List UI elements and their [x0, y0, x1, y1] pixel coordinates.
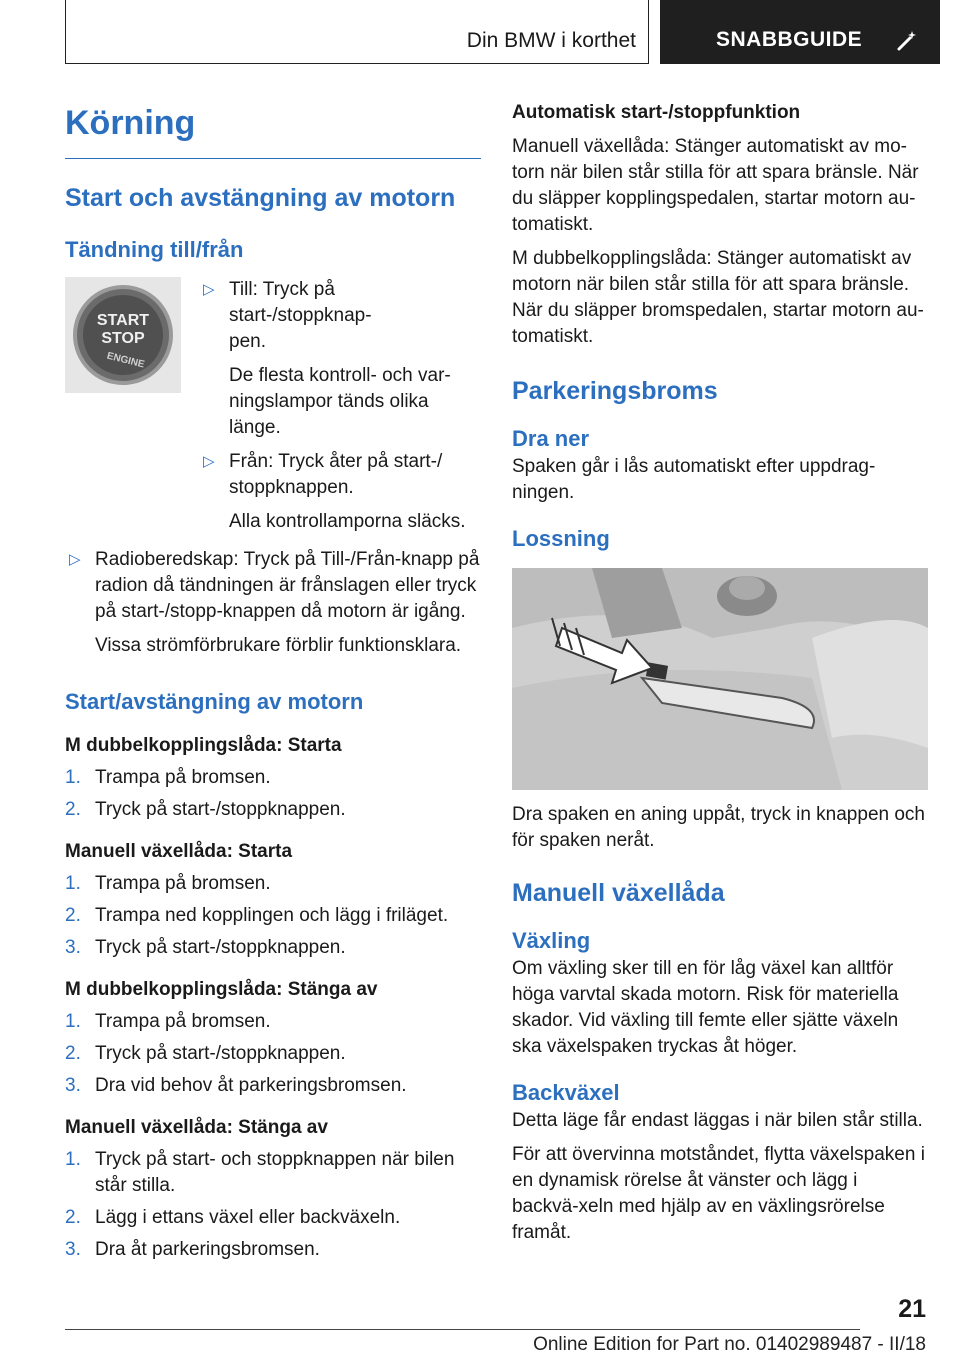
procedure-group [65, 839, 481, 961]
procedure-groups [65, 733, 481, 1263]
step-item [65, 797, 481, 823]
wand-icon [896, 28, 920, 52]
heading-manual-gearbox: Manuell växellåda [512, 879, 725, 907]
list-item-text: Radioberedskap: Tryck på Till-/Från-knapp på radion då tändningen är frånslagen eller tryck på start-/stopp-knappen då motorn är igång. [95, 549, 480, 622]
parking-brake-photo [512, 568, 928, 790]
step-number: 1. [65, 1011, 81, 1032]
start-stop-icon [65, 277, 181, 393]
reverse-paragraph-1: Detta läge får endast läggas i när bilen står stilla. [512, 1110, 923, 1131]
svg-text:STOP: STOP [101, 330, 145, 347]
heading-start-shutdown: Start/avstängning av motorn [65, 689, 364, 714]
quickguide-tab[interactable] [660, 0, 940, 64]
svg-text:ENGINE: ENGINE [105, 350, 146, 371]
heading-release: Lossning [512, 526, 610, 551]
step-text: Tryck på start-/stoppknappen. [95, 937, 346, 958]
procedure-group [65, 977, 481, 1099]
step-item [65, 1073, 481, 1099]
header-box [65, 0, 649, 64]
procedure-heading: Manuell växellåda: Stänga av [65, 1117, 328, 1138]
list-item-text: Från: Tryck åter på start-/ stoppknappen. [229, 451, 443, 498]
page-number: 21 [898, 1295, 926, 1323]
step-number: 3. [65, 937, 81, 958]
heading-parking-brake: Parkeringsbroms [512, 377, 718, 405]
auto-paragraph-1: Manuell växellåda: Stänger automatiskt av mo-torn när bilen står stilla för att spara bränsle. När du släpper kopplingspedalen, startar motorn au-tomatiskt. [512, 136, 919, 235]
left-column [65, 100, 481, 1263]
step-item [65, 903, 481, 929]
auto-paragraph-2: M dubbelkopplingslåda: Stänger automatiskt av motorn när bilen står stilla för att spara bränsle. När du släpper bromspedalen, startar motorn au-tomatiskt. [512, 248, 924, 347]
ignition-block [65, 277, 481, 535]
step-number: 1. [65, 767, 81, 788]
step-text: Tryck på start-/stoppknappen. [95, 799, 346, 820]
step-item [65, 1205, 481, 1231]
triangle-bullet-icon: ▷ [203, 281, 215, 298]
step-text: Trampa på bromsen. [95, 1011, 271, 1032]
procedure-heading: Manuell växellåda: Starta [65, 841, 293, 862]
reverse-paragraph-2: För att övervinna motståndet, flytta växelspaken i en dynamisk rörelse åt vänster och lägg i backvä-xeln med hjälp av en växlingsrörelse framåt. [512, 1144, 925, 1243]
procedure-heading: M dubbelkopplingslåda: Starta [65, 735, 342, 756]
step-item [65, 935, 481, 961]
heading-ignition: Tändning till/från [65, 237, 244, 262]
list-item-radio [65, 547, 481, 625]
list-item-text: Till: Tryck på start-/stoppknap- pen. [229, 279, 372, 352]
step-text: Tryck på start-/stoppknappen. [95, 1043, 346, 1064]
step-text: Trampa på bromsen. [95, 873, 271, 894]
step-number: 3. [65, 1075, 81, 1096]
step-text: Tryck på start- och stoppknappen när bilen står stilla. [95, 1149, 455, 1196]
heading-pull: Dra ner [512, 426, 590, 451]
step-number: 1. [65, 1149, 81, 1170]
start-stop-button-image [65, 277, 181, 393]
release-caption: Dra spaken en aning uppåt, tryck in knappen och för spaken neråt. [512, 804, 925, 851]
step-number: 2. [65, 905, 81, 926]
heading-shifting: Växling [512, 928, 591, 953]
step-number: 2. [65, 799, 81, 820]
step-number: 2. [65, 1207, 81, 1228]
triangle-bullet-icon: ▷ [69, 551, 81, 568]
quickguide-label: SNABBGUIDE [716, 28, 863, 51]
step-number: 2. [65, 1043, 81, 1064]
list-item-note: Alla kontrollamporna släcks. [229, 511, 466, 532]
step-item [65, 1237, 481, 1263]
step-item [65, 1041, 481, 1067]
footer-edition: Online Edition for Part no. 01402989487 - II/18 [533, 1334, 926, 1355]
shift-paragraph: Om växling sker till en för låg växel kan alltför höga varvtal skada motorn. Risk för materiella skador. Vid växling till femte eller sjätte växeln ska växelspaken tryckas åt höger. [512, 958, 899, 1057]
heading-reverse: Backväxel [512, 1080, 620, 1105]
right-column [512, 100, 928, 1246]
svg-text:START: START [96, 312, 150, 329]
pull-paragraph: Spaken går i lås automatiskt efter uppdrag-ningen. [512, 456, 876, 503]
step-item [65, 765, 481, 791]
procedure-group [65, 733, 481, 823]
footer-divider [65, 1329, 860, 1330]
heading-auto-start-stop: Automatisk start-/stoppfunktion [512, 102, 801, 123]
header-section-title: Din BMW i korthet [466, 29, 636, 52]
ignition-list [199, 277, 481, 535]
step-item [65, 871, 481, 897]
page-title: Körning [65, 100, 481, 159]
step-number: 1. [65, 873, 81, 894]
parking-brake-illustration [512, 568, 928, 790]
step-text: Trampa på bromsen. [95, 767, 271, 788]
procedure-heading: M dubbelkopplingslåda: Stänga av [65, 979, 378, 1000]
step-text: Lägg i ettans växel eller backväxeln. [95, 1207, 401, 1228]
list-item [199, 449, 481, 501]
list-item-note: De flesta kontroll- och var- ningslampor tänds olika länge. [229, 365, 451, 438]
procedure-group [65, 1115, 481, 1263]
step-text: Dra vid behov åt parkeringsbromsen. [95, 1075, 407, 1096]
step-number: 3. [65, 1239, 81, 1260]
list-item-note: Vissa strömförbrukare förblir funktionsklara. [95, 635, 462, 656]
step-text: Dra åt parkeringsbromsen. [95, 1239, 320, 1260]
step-text: Trampa ned kopplingen och lägg i friläget. [95, 905, 449, 926]
step-item [65, 1009, 481, 1035]
list-item [199, 277, 481, 355]
triangle-bullet-icon: ▷ [203, 453, 215, 470]
heading-start-stop-engine: Start och avstängning av motorn [65, 184, 456, 212]
step-item [65, 1147, 481, 1199]
